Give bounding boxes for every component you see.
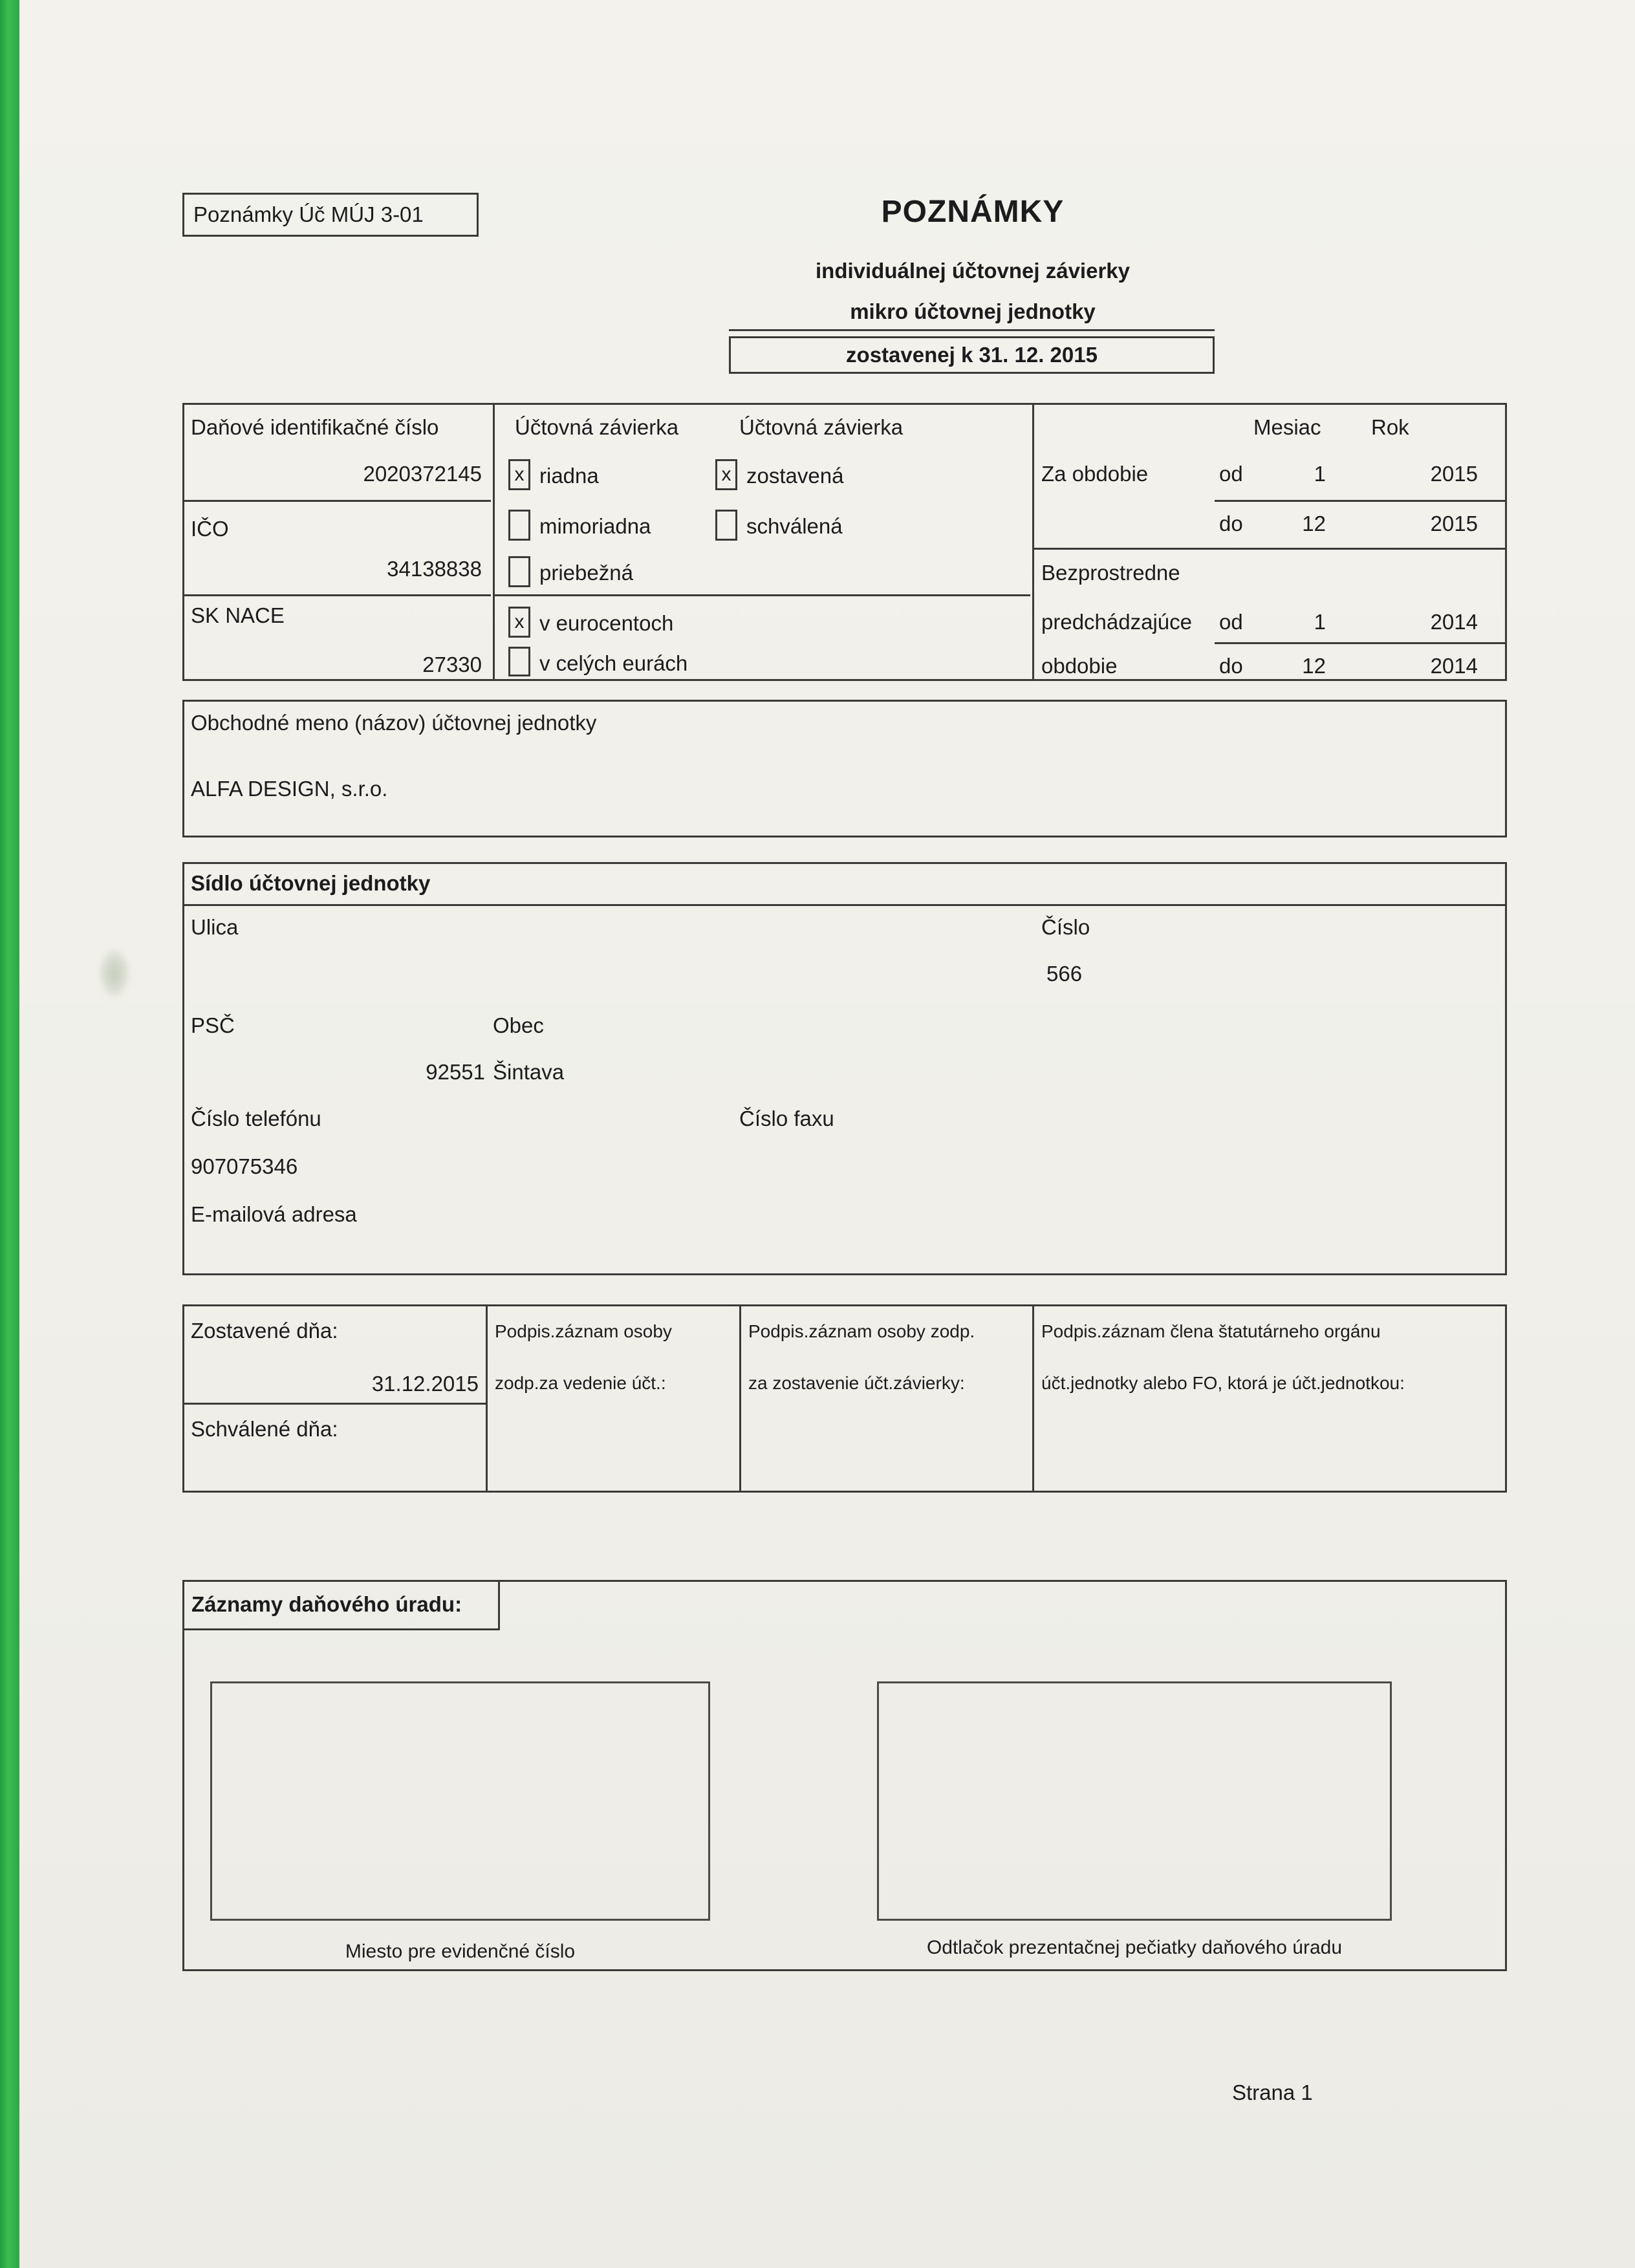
signature-col2-line2: zodp.za vedenie účt.: (495, 1373, 666, 1393)
label-cele-eura: v celých eurách (539, 651, 688, 675)
period-od-label: od (1219, 462, 1243, 486)
zostavene-value: 31.12.2015 (371, 1372, 479, 1396)
checkbox-priebezna (508, 556, 530, 587)
zostavene-underline (184, 1403, 486, 1405)
company-label: Obchodné meno (názov) účtovnej jednotky (191, 711, 597, 735)
checkbox-zostavena: x (715, 459, 737, 490)
obdobie-label: obdobie (1041, 654, 1118, 678)
zavierka2-header: Účtovná závierka (739, 415, 904, 439)
email-label: E-mailová adresa (191, 1202, 357, 1226)
prev-od-underline (1215, 642, 1505, 644)
stamp-area (877, 1681, 1392, 1921)
form-code: Poznámky Úč MÚJ 3-01 (193, 202, 424, 226)
signature-divider-1 (486, 1304, 488, 1493)
period-separator (1034, 548, 1505, 550)
signature-col2-line1: Podpis.záznam osoby (495, 1321, 672, 1341)
psc-label: PSČ (191, 1013, 235, 1037)
psc-value: 92551 (426, 1060, 485, 1084)
signature-col3-line1: Podpis.záznam osoby zodp. (748, 1321, 975, 1341)
dic-value: 2020372145 (363, 462, 482, 486)
signature-col4-line1: Podpis.záznam člena štatutárneho orgánu (1041, 1321, 1381, 1341)
period-do-month: 12 (1302, 512, 1326, 535)
prev-do-label: do (1219, 654, 1243, 678)
period-od-year: 2015 (1430, 462, 1478, 486)
rok-label: Rok (1371, 415, 1409, 439)
prev-od-month: 1 (1314, 610, 1326, 634)
company-name: ALFA DESIGN, s.r.o. (191, 777, 388, 801)
prev-od-label: od (1219, 610, 1243, 634)
predchadzajuce-label: predchádzajúce (1041, 610, 1192, 634)
fax-label: Číslo faxu (739, 1107, 834, 1130)
period-do-year: 2015 (1430, 512, 1478, 535)
stamp-caption: Odtlačok prezentačnej pečiatky daňového úradu (926, 1937, 1343, 1958)
form-code-box (182, 193, 479, 237)
signature-col3-line2: za zostavenie účt.závierky: (748, 1373, 965, 1393)
period-od-month: 1 (1314, 462, 1326, 486)
signature-divider-2 (739, 1304, 741, 1493)
label-priebezna: priebežná (539, 561, 633, 585)
checkbox-riadna: x (508, 459, 530, 490)
prepared-as-of-box (729, 336, 1215, 374)
table-divider-1 (493, 403, 495, 681)
label-zostavena: zostavená (746, 464, 844, 488)
scanner-edge-artifact (0, 0, 19, 2268)
document-title: POZNÁMKY (881, 195, 1065, 229)
label-schvalena: schválená (746, 514, 843, 538)
prev-od-year: 2014 (1430, 610, 1478, 634)
zavierka1-header: Účtovná závierka (515, 415, 679, 439)
prepared-as-of: zostavenej k 31. 12. 2015 (846, 343, 1098, 367)
checkbox-schvalena (715, 510, 737, 541)
signature-col4-line2: účt.jednotky alebo FO, ktorá je účt.jednotkou: (1041, 1373, 1405, 1393)
scan-smudge-artifact (100, 951, 129, 996)
evidence-number-caption: Miesto pre evidenčné číslo (345, 1941, 576, 1962)
label-riadna: riadna (539, 464, 599, 488)
dic-underline (184, 500, 491, 502)
period-od-underline (1215, 500, 1505, 502)
bezprostredne-label: Bezprostredne (1041, 561, 1180, 585)
signature-divider-3 (1032, 1304, 1034, 1493)
document-subtitle-1: individuálnej účtovnej závierky (816, 259, 1130, 283)
prev-do-month: 12 (1302, 654, 1326, 678)
tax-office-header: Záznamy daňového úradu: (191, 1592, 462, 1616)
cislo-label: Číslo (1041, 915, 1090, 939)
checkbox-eurocenty: x (508, 607, 530, 638)
dic-label: Daňové identifikačné číslo (191, 415, 439, 439)
table-divider-2 (1032, 403, 1034, 681)
tel-label: Číslo telefónu (191, 1107, 321, 1130)
ico-value: 34138838 (387, 557, 482, 581)
tel-value: 907075346 (191, 1154, 298, 1178)
mesiac-label: Mesiac (1253, 415, 1321, 439)
ico-underline (184, 594, 491, 596)
subtitle-underline (729, 329, 1215, 331)
zostavene-label: Zostavené dňa: (191, 1319, 338, 1343)
ulica-label: Ulica (191, 915, 239, 939)
prev-do-year: 2014 (1430, 654, 1478, 678)
evidence-number-area (210, 1681, 710, 1921)
sknace-value: 27330 (422, 653, 482, 676)
type-units-separator (495, 594, 1030, 596)
page-number: Strana 1 (1232, 2080, 1313, 2104)
label-eurocenty: v eurocentoch (539, 611, 674, 635)
address-header-line (184, 904, 1505, 906)
za-obdobie-label: Za obdobie (1041, 462, 1149, 486)
label-mimoriadna: mimoriadna (539, 514, 651, 538)
obec-label: Obec (493, 1013, 544, 1037)
cislo-value: 566 (1046, 962, 1083, 986)
identification-table (182, 403, 1507, 681)
ico-label: IČO (191, 517, 229, 541)
checkbox-cele-eura (508, 647, 530, 676)
document-subtitle-2: mikro účtovnej jednotky (850, 299, 1096, 323)
checkbox-mimoriadna (508, 510, 530, 541)
sknace-label: SK NACE (191, 603, 285, 627)
obec-value: Šintava (493, 1060, 565, 1084)
schvalene-label: Schválené dňa: (191, 1417, 338, 1441)
period-do-label: do (1219, 512, 1243, 535)
address-header: Sídlo účtovnej jednotky (191, 871, 431, 895)
